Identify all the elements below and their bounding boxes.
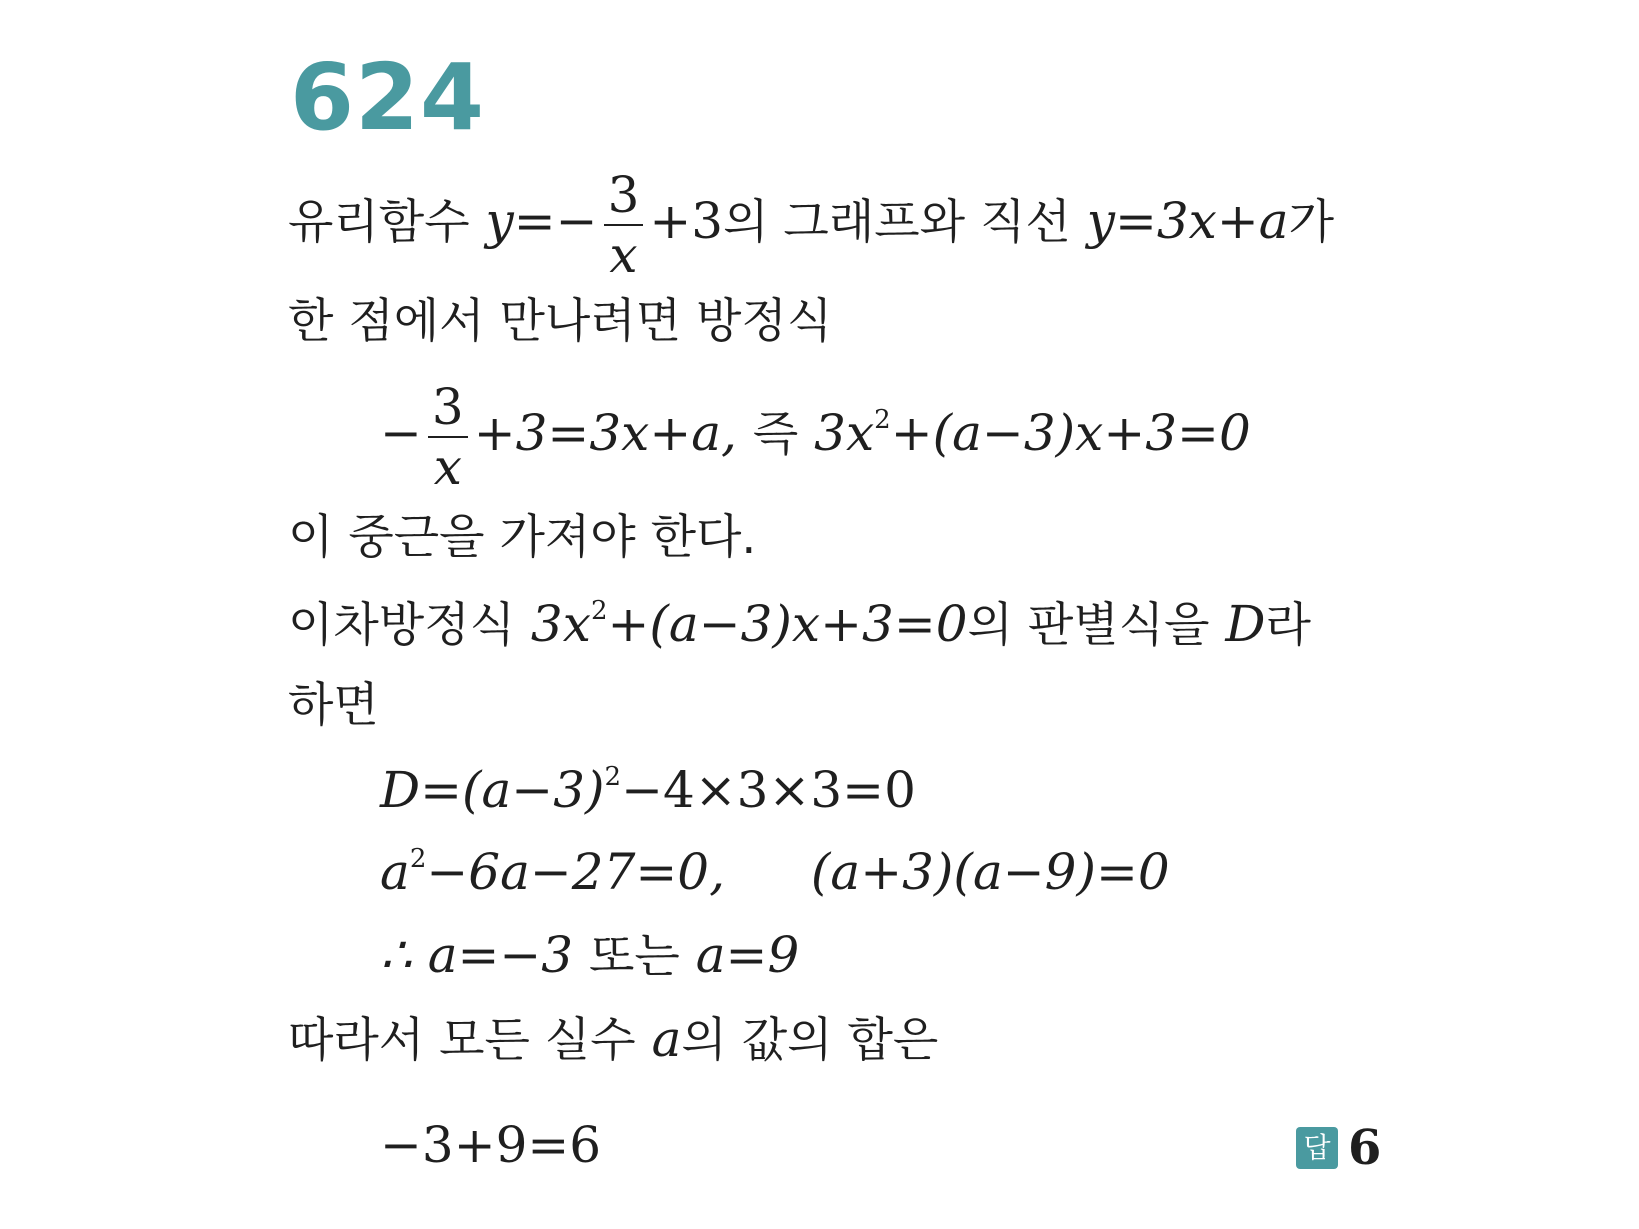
math-segment: y=3x+a	[1086, 192, 1289, 250]
text-segment: 의 그래프와 직선	[723, 195, 1071, 250]
exponent: 2	[409, 844, 427, 874]
text-segment: 따라서 모든 실수	[288, 1013, 636, 1068]
text-segment: 가	[1288, 195, 1334, 250]
text-segment: 라	[1265, 598, 1311, 653]
answer-badge: 답	[1296, 1127, 1338, 1169]
solution-line-10	[288, 1010, 939, 1068]
solution-line-3	[380, 378, 1251, 496]
text-segment: 즉	[752, 407, 799, 462]
math-segment: a	[651, 1010, 682, 1068]
text-segment: 의 값의 합은	[681, 1013, 939, 1068]
fraction-denominator: x	[609, 226, 638, 284]
solution-line-7	[380, 761, 916, 819]
solution-line-5	[288, 595, 1311, 653]
solution-line-9	[380, 926, 800, 984]
problem-number: 624	[290, 44, 486, 151]
solution-line-6: 하면	[288, 678, 379, 733]
exponent: 2	[874, 405, 891, 435]
math-segment: D=(a−3)	[380, 761, 605, 819]
fraction-denominator: x	[433, 438, 462, 496]
solution-line-4: 이 중근을 가져야 한다.	[288, 510, 757, 565]
fraction-numerator: 3	[428, 382, 468, 438]
solution-line-8	[380, 843, 1170, 901]
fraction	[604, 166, 644, 284]
solution-line-2: 한 점에서 만나려면 방정식	[288, 294, 833, 349]
math-segment: D	[1225, 595, 1266, 653]
math-segment: −4×3×3=0	[621, 761, 916, 819]
answer	[1296, 1120, 1381, 1176]
fraction-numerator: 3	[604, 170, 644, 226]
math-segment: y=−	[485, 192, 598, 250]
math-segment: 3x	[530, 595, 591, 653]
math-segment: −	[380, 404, 422, 462]
math-segment: −6a−27=0,	[426, 843, 725, 901]
exponent: 2	[590, 596, 608, 626]
solution-line-11: −3+9=6	[380, 1116, 602, 1174]
answer-value: 6	[1348, 1120, 1382, 1176]
math-segment: (a+3)(a−9)=0	[810, 843, 1170, 901]
solution-line-1	[288, 166, 1334, 284]
math-segment: +(a−3)x+3=0	[890, 404, 1251, 462]
fraction	[428, 378, 468, 496]
text-segment: 이차방정식	[288, 598, 516, 653]
text-segment: 의 판별식을	[967, 598, 1210, 653]
exponent: 2	[604, 762, 622, 792]
math-segment: 3x	[814, 404, 875, 462]
math-segment: a=9	[695, 926, 800, 984]
math-segment: ∴ a=−3	[380, 926, 574, 984]
math-segment: +3	[649, 192, 724, 250]
math-segment: +(a−3)x+3=0	[607, 595, 968, 653]
text-segment: 또는	[589, 929, 680, 984]
math-segment: a	[380, 843, 410, 901]
text-segment: 유리함수	[288, 195, 470, 250]
math-segment: +3=3x+a,	[473, 404, 737, 462]
